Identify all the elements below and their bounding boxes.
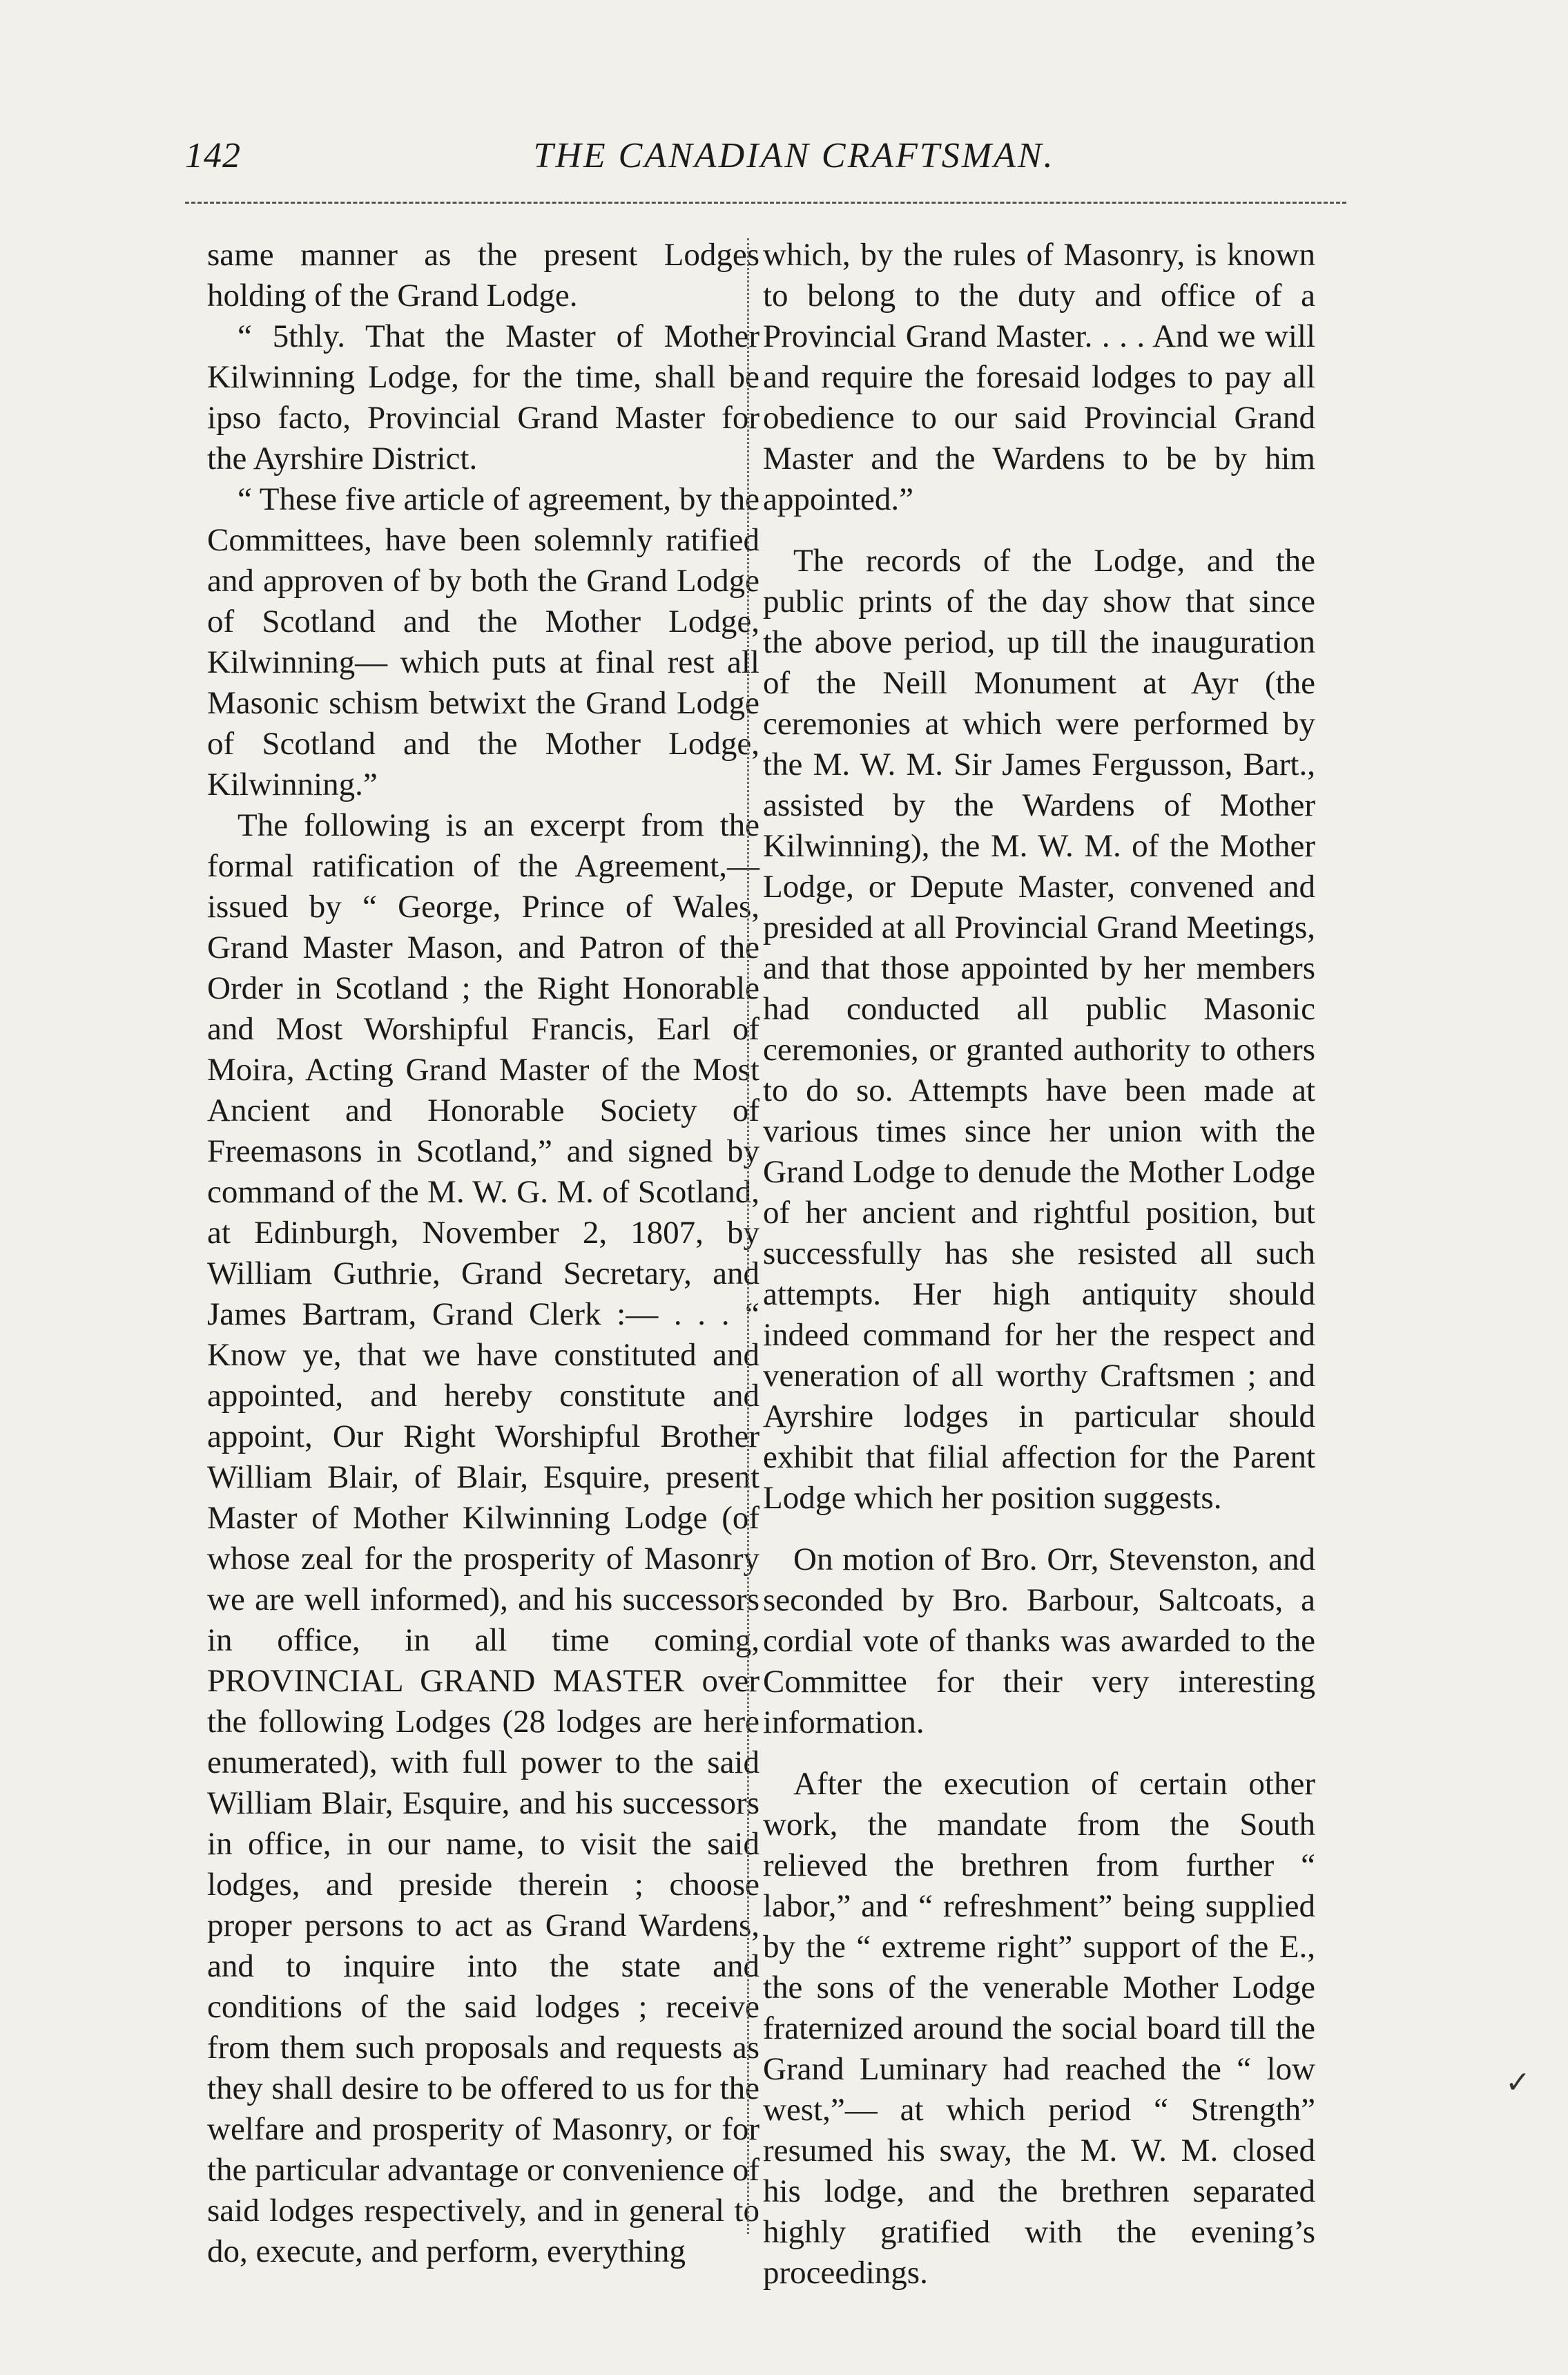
paragraph: After the execution of certain other work, the mandate from the South relieved the brethren from further “ labor,” and “ refreshment” being supplied by the “ extreme right” support of the E., the sons of the venerable Mother Lodge fraternized around the social board till the Grand Luminary had reached the “ low west,”— at which period “ Strength” resumed his sway, the M. W. M. closed his lodge, and the brethren separated highly gratified with the evening’s proceedings. xyxy=(763,1766,1315,2291)
paragraph: which, by the rules of Masonry, is known to belong to the duty and office of a Provincial Grand Master. . . . And we will and require the foresaid lodges to pay all obedience to our said Provincial Grand Master and the Wardens to be by him appointed.” xyxy=(763,237,1315,517)
paragraph: On motion of Bro. Orr, Stevenston, and seconded by Bro. Barbour, Saltcoats, a cordial vote of thanks was awarded to the Committee for their very interesting information. xyxy=(763,1541,1315,1740)
page-number: 142 xyxy=(185,136,241,175)
right-column xyxy=(763,235,1315,2291)
paragraph: “ These five article of agreement, by the Committees, have been solemnly ratified and approven of by both the Grand Lodge of Scotland and the Mother Lodge, Kilwinning— which puts at final rest all Masonic schism betwixt the Grand Lodge of Scotland and the Mother Lodge, Kilwinning.” xyxy=(207,481,759,802)
paragraph: The records of the Lodge, and the public prints of the day show that since the above period, up till the inauguration of the Neill Monument at Ayr (the ceremonies at which were performed by the M. W. M. Sir James Fergusson, Bart., assisted by the Wardens of Mother Kilwinning), the M. W. M. of the Mother Lodge, or Depute Master, convened and presided at all Provincial Grand Meetings, and that those appointed by her members had conducted all public Masonic ceremonies, or granted authority to others to do so. Attempts have been made at various times since her union with the Grand Lodge to denude the Mother Lodge of her ancient and rightful position, but successfully has she resisted all such attempts. Her high antiquity should indeed command for her the respect and veneration of all worthy Craftsmen ; and Ayrshire lodges in particular should exhibit that filial affection for the Parent Lodge which her position suggests. xyxy=(763,543,1315,1516)
paragraph: “ 5thly. That the Master of Mother Kilwinning Lodge, for the time, shall be ipso facto, Provincial Grand Master for the Ayrshire District. xyxy=(207,318,759,477)
header-rule xyxy=(185,202,1346,204)
left-column xyxy=(207,235,759,2269)
column-divider xyxy=(747,238,749,2234)
paragraph: same manner as the present Lodges holding of the Grand Lodge. xyxy=(207,237,759,314)
paragraph: The following is an excerpt from the formal ratification of the Agreement,—issued by “ George, Prince of Wales, Grand Master Mason, and Patron of the Order in Scotland ; the Right Honorable and Most Worshipful Francis, Earl of Moira, Acting Grand Master of the Most Ancient and Honorable Society of Freemasons in Scotland,” and signed by command of the M. W. G. M. of Scotland, at Edinburgh, November 2, 1807, by William Guthrie, Grand Secretary, and James Bartram, Grand Clerk :— . . . “ Know ye, that we have constituted and appointed, and hereby constitute and appoint, Our Right Worshipful Brother William Blair, of Blair, Esquire, present Master of Mother Kilwinning Lodge (of whose zeal for the prosperity of Masonry we are well informed), and his successors in office, in all time coming, PROVINCIAL GRAND MASTER over the following Lodges (28 lodges are here enumerated), with full power to the said William Blair, Esquire, and his successors in office, in our name, to visit the said lodges, and preside therein ; choose proper persons to act as Grand Wardens, and to inquire into the state and conditions of the said lodges ; receive from them such proposals and requests as they shall desire to be offered to us for the welfare and prosperity of Masonry, or for the particular advantage or convenience of said lodges respectively, and in general to do, execute, and perform, everything xyxy=(207,807,759,2269)
margin-mark: ✓ xyxy=(1505,2066,1531,2099)
running-title: THE CANADIAN CRAFTSMAN. xyxy=(533,136,1055,175)
